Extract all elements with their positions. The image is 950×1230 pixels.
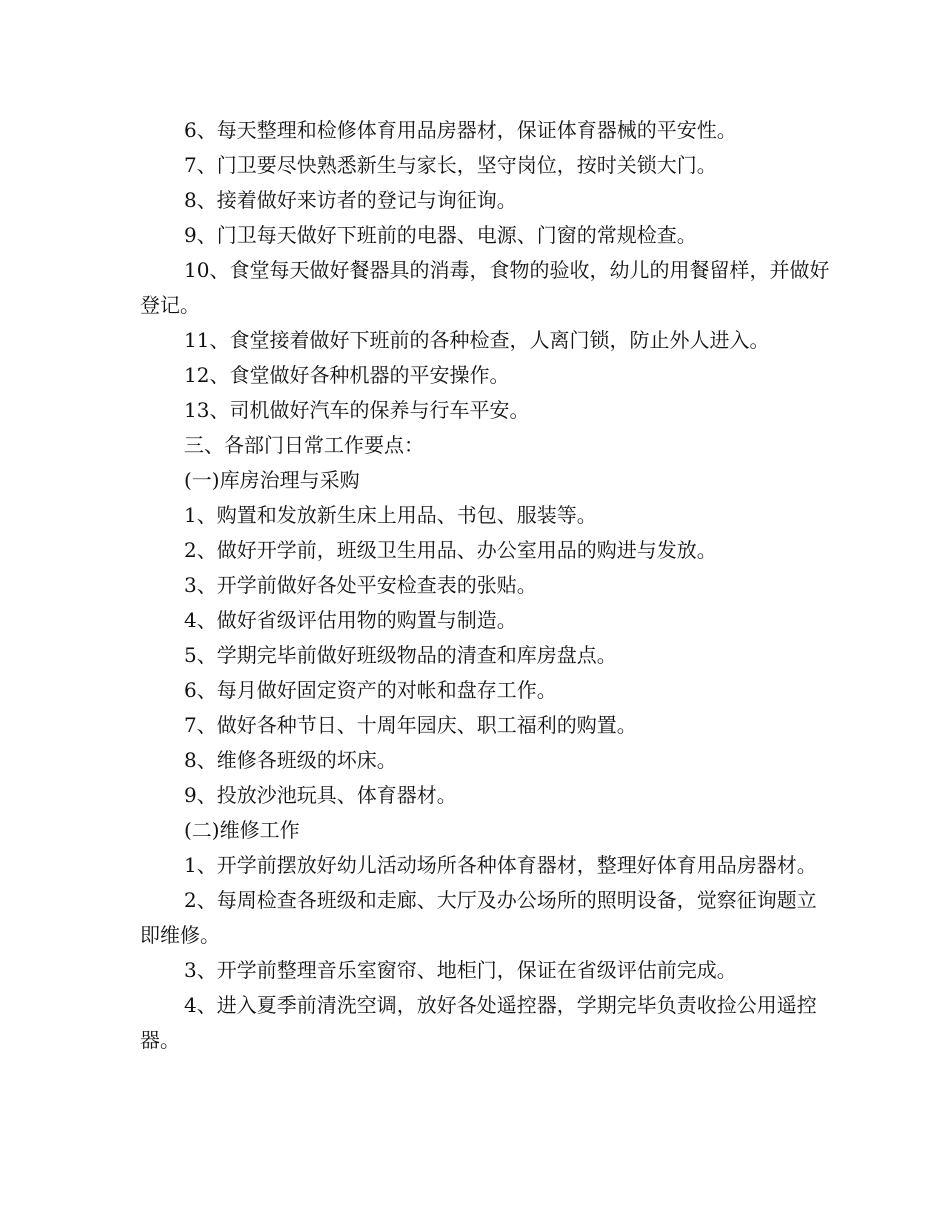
paragraph: 9、门卫每天做好下班前的电器、电源、门窗的常规检查。 bbox=[184, 223, 697, 247]
document-body bbox=[140, 113, 830, 1058]
subsection-heading: (一)库房治理与采购 bbox=[184, 468, 360, 492]
subsection-heading: (二)维修工作 bbox=[184, 818, 300, 842]
paragraph: 4、进入夏季前清洗空调，放好各处遥控器，学期完毕负责收捡公用遥控器。 bbox=[140, 993, 817, 1052]
paragraph: 4、做好省级评估用物的购置与制造。 bbox=[184, 608, 517, 632]
paragraph: 7、门卫要尽快熟悉新生与家长，坚守岗位，按时关锁大门。 bbox=[184, 153, 717, 177]
paragraph: 2、每周检查各班级和走廊、大厅及办公场所的照明设备，觉察征询题立即维修。 bbox=[140, 888, 817, 947]
paragraph: 1、购置和发放新生床上用品、书包、服装等。 bbox=[184, 503, 597, 527]
paragraph: 12、食堂做好各种机器的平安操作。 bbox=[184, 363, 510, 387]
paragraph: 2、做好开学前，班级卫生用品、办公室用品的购进与发放。 bbox=[184, 538, 717, 562]
paragraph: 3、开学前整理音乐室窗帘、地柜门，保证在省级评估前完成。 bbox=[184, 958, 737, 982]
paragraph: 6、每月做好固定资产的对帐和盘存工作。 bbox=[184, 678, 557, 702]
section-heading: 三、各部门日常工作要点： bbox=[184, 433, 424, 457]
paragraph: 6、每天整理和检修体育用品房器材，保证体育器械的平安性。 bbox=[184, 118, 737, 142]
paragraph: 8、维修各班级的坏床。 bbox=[184, 748, 397, 772]
paragraph: 8、接着做好来访者的登记与询征询。 bbox=[184, 188, 517, 212]
paragraph: 13、司机做好汽车的保养与行车平安。 bbox=[184, 398, 530, 422]
paragraph: 11、食堂接着做好下班前的各种检查，人离门锁，防止外人进入。 bbox=[184, 328, 770, 352]
paragraph: 7、做好各种节日、十周年园庆、职工福利的购置。 bbox=[184, 713, 637, 737]
paragraph: 3、开学前做好各处平安检查表的张贴。 bbox=[184, 573, 537, 597]
paragraph: 10、食堂每天做好餐器具的消毒，食物的验收，幼儿的用餐留样，并做好登记。 bbox=[140, 258, 830, 317]
paragraph: 1、开学前摆放好幼儿活动场所各种体育器材，整理好体育用品房器材。 bbox=[184, 853, 817, 877]
paragraph: 5、学期完毕前做好班级物品的清查和库房盘点。 bbox=[184, 643, 617, 667]
paragraph: 9、投放沙池玩具、体育器材。 bbox=[184, 783, 457, 807]
